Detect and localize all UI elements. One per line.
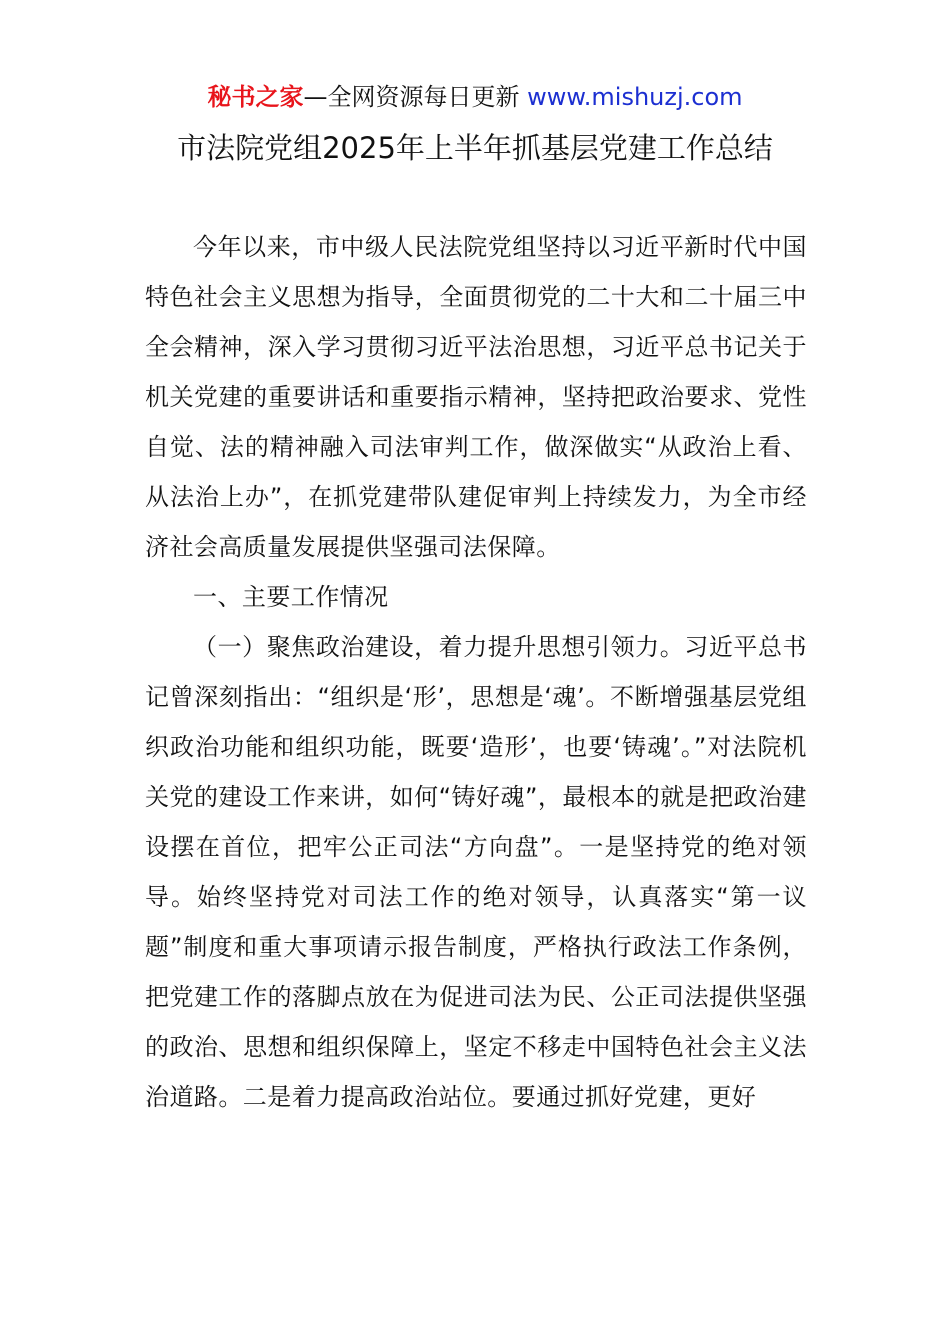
- brand-name: 秘书之家: [207, 83, 304, 111]
- body-paragraph: （一）聚焦政治建设，着力提升思想引领力。习近平总书记曾深刻指出：“组织是‘形’，思想是‘魂’。不断增强基层党组织政治功能和组织功能，既要‘造形’，也要‘铸魂’。”对法院机关党的建设工作来讲，如何“铸好魂”，最根本的就是把政治建设摆在首位，把牢公正司法“方向盘”。一是坚持党的绝对领导。始终坚持党对司法工作的绝对领导，认真落实“第一议题”制度和重大事项请示报告制度，严格执行政法工作条例，把党建工作的落脚点放在为促进司法为民、公正司法提供坚强的政治、思想和组织保障上，坚定不移走中国特色社会主义法治道路。二是着力提高政治站位。要通过抓好党建，更好: [145, 633, 807, 1111]
- document-title: 市法院党组2025年上半年抓基层党建工作总结: [177, 131, 773, 165]
- section-heading: 一、主要工作情况: [193, 583, 389, 611]
- site-link[interactable]: www.mishuzj.com: [527, 83, 743, 111]
- header-tagline: —全网资源每日更新: [303, 83, 528, 111]
- site-header: [0, 80, 950, 114]
- intro-paragraph: 今年以来，市中级人民法院党组坚持以习近平新时代中国特色社会主义思想为指导，全面贯彻党的二十大和二十届三中全会精神，深入学习贯彻习近平法治思想，习近平总书记关于机关党建的重要讲话和重要指示精神，坚持把政治要求、党性自觉、法的精神融入司法审判工作，做深做实“从政治上看、从法治上办”，在抓党建带队建促审判上持续发力，为全市经济社会高质量发展提供坚强司法保障。: [145, 233, 807, 561]
- document-body: [145, 222, 807, 1122]
